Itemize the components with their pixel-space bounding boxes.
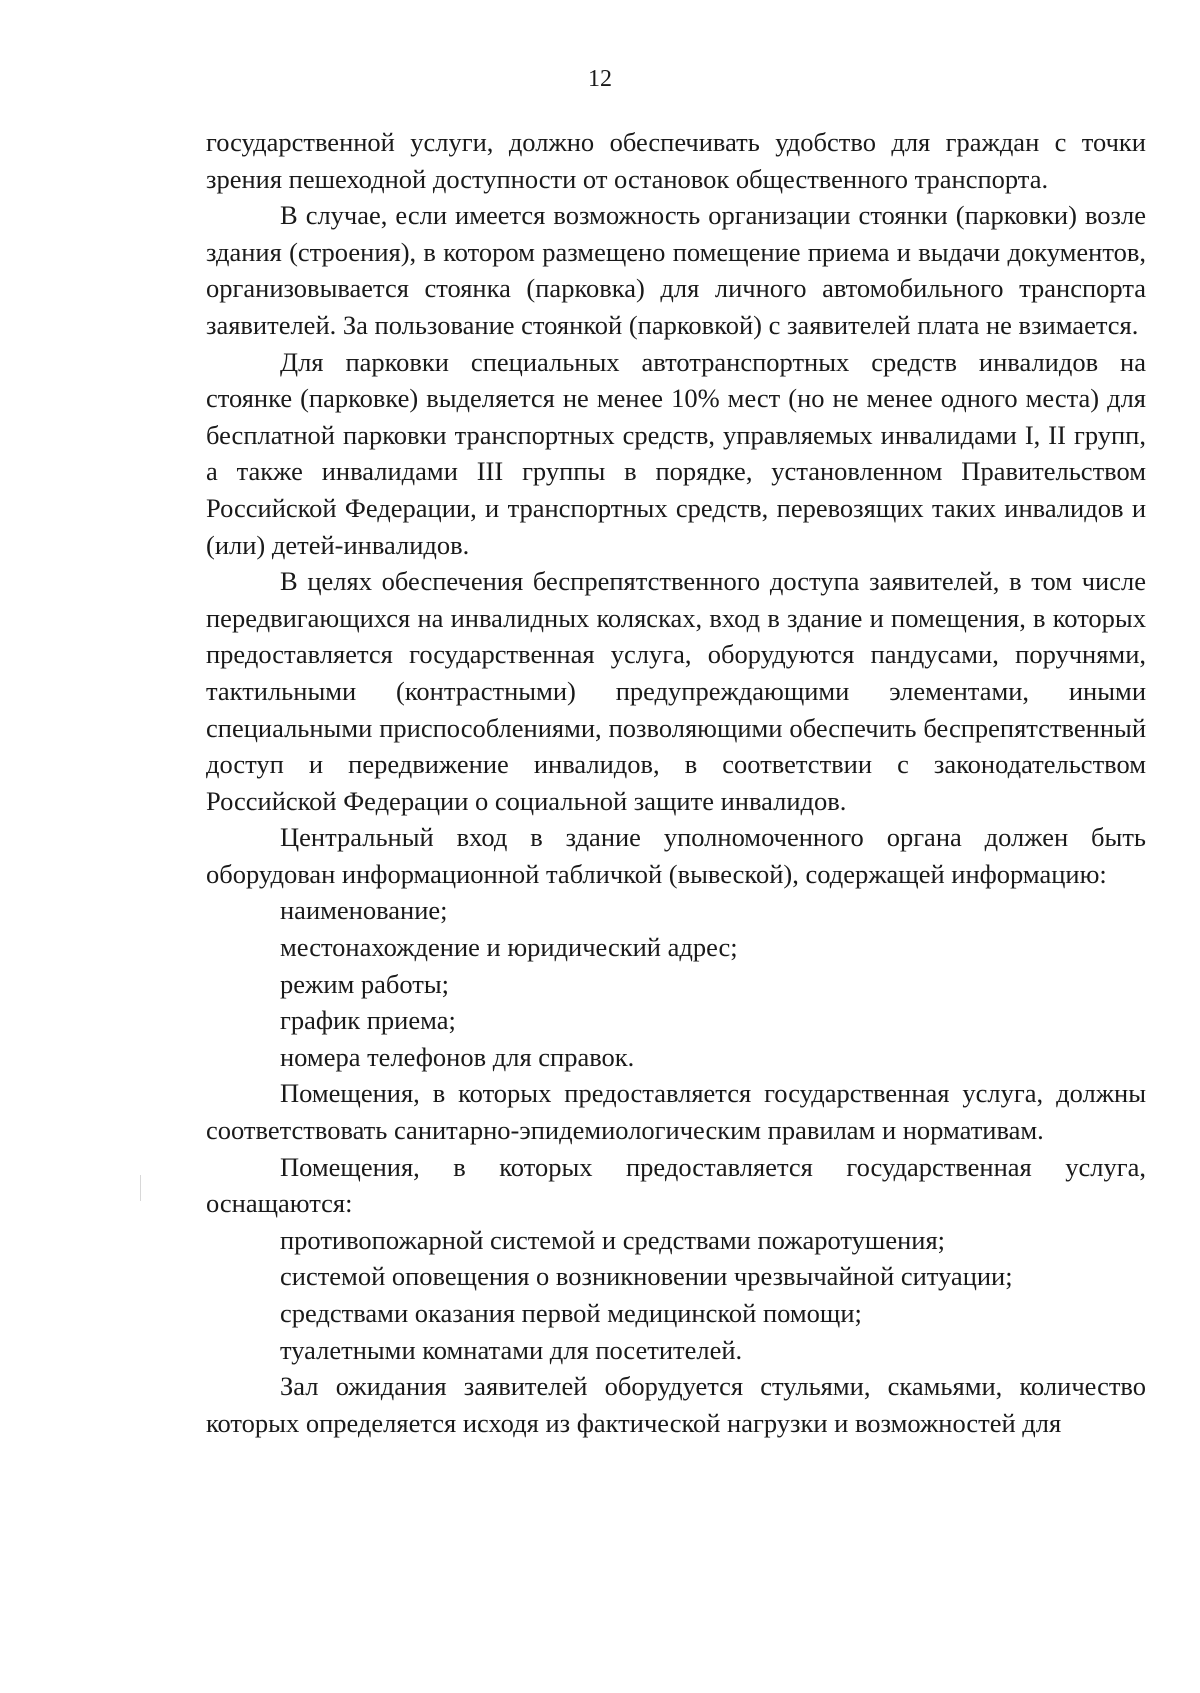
scan-margin-mark [140,1175,141,1201]
page-number: 12 [588,66,612,92]
list-item-name: наименование; [280,895,448,926]
list-item-working-hours: режим работы; [280,968,450,999]
list-item-toilets: туалетными комнатами для посетителей. [280,1334,743,1365]
paragraph-equipment: Помещения, в которых предоставляется государственная услуга, оснащаются: [206,1151,1146,1219]
paragraph-barrier-free-access: В целях обеспечения беспрепятственного доступа заявителей, в том числе передвигающихся на инвалидных колясках, вход в здание и помещения, в которых предоставляется государственная услуга, оборудуются пандусами, поручнями, тактильными (контрастными) предупреждающими элементами, иными специальными приспособлениями, позволяющими обеспечить беспрепятственный доступ и передвижение инвалидов, в соответствии с законодательством Российской Федерации о социальной защите инвалидов. [206,566,1146,816]
paragraph-sanitary-rules: Помещения, в которых предоставляется государственная услуга, должны соответствовать санитарно-эпидемиологическим правилам и нормативам. [206,1078,1146,1146]
paragraph-pedestrian-access: государственной услуги, должно обеспечивать удобство для граждан с точки зрения пешеходной доступности от остановок общественного транспорта. [206,127,1146,194]
paragraph-entrance-sign: Центральный вход в здание уполномоченного органа должен быть оборудован информационной табличкой (вывеской), содержащей информацию: [206,822,1146,889]
paragraph-parking: В случае, если имеется возможность организации стоянки (парковки) возле здания (строения), в котором размещено помещение приема и выдачи документов, организовывается стоянка (парковка) для личного автомобильного транспорта заявителей. За пользование стоянкой (парковкой) с заявителей плата не взимается. [206,200,1146,340]
list-item-fire-system: противопожарной системой и средствами пожаротушения; [280,1224,945,1255]
list-item-reception-schedule: график приема; [280,1005,456,1036]
list-item-first-aid: средствами оказания первой медицинской помощи; [280,1298,862,1328]
list-item-alert-system: системой оповещения о возникновении чрезвычайной ситуации; [280,1261,1013,1292]
document-body [206,124,1146,1441]
paragraph-disabled-parking: Для парковки специальных автотранспортных средств инвалидов на стоянке (парковке) выделяется не менее 10% мест (но не менее одного места) для бесплатной парковки транспортных средств, управляемых инвалидами I, II групп, а также инвалидами III группы в порядке, установленном Правительством Российской Федерации, и транспортных средств, перевозящих таких инвалидов и (или) детей-инвалидов. [206,346,1146,560]
list-item-address: местонахождение и юридический адрес; [280,932,738,963]
list-item-phone-numbers: номера телефонов для справок. [280,1041,635,1072]
paragraph-waiting-hall: Зал ожидания заявителей оборудуется стульями, скамьями, количество которых определяется исходя из фактической нагрузки и возможностей для [206,1371,1146,1438]
